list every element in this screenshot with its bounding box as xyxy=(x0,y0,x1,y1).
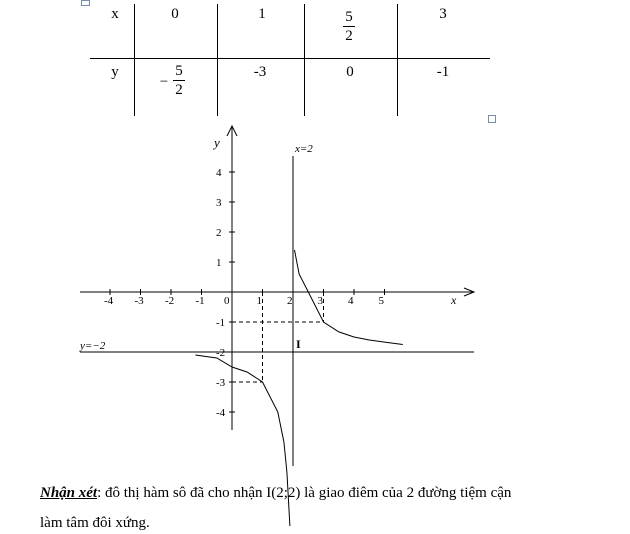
x-tick-label: -4 xyxy=(104,295,114,307)
x-tick-label: -2 xyxy=(165,295,175,307)
remark-text: : đô thị hàm sô đã cho nhận I(2;2) là giao điêm của 2 đường tiệm cận xyxy=(97,485,512,501)
horizontal-asymptote-label: y=−2 xyxy=(80,340,106,352)
fraction-denominator: 2 xyxy=(175,82,183,98)
x-tick-label: 0 xyxy=(224,295,230,307)
fraction-denominator: 2 xyxy=(345,28,353,44)
row-x-cell-2: 1 xyxy=(258,6,266,22)
x-tick-label: 1 xyxy=(256,295,262,307)
vertical-asymptote-label: x=2 xyxy=(295,143,313,155)
y-tick-label: 1 xyxy=(216,257,222,269)
y-tick-label: 3 xyxy=(216,197,222,209)
y-tick-label: 2 xyxy=(216,227,222,239)
x-tick-label: 3 xyxy=(317,295,323,307)
x-tick-label: 5 xyxy=(378,295,384,307)
y-tick-label: -4 xyxy=(216,407,226,419)
row-y-cell-4: -1 xyxy=(436,64,450,80)
y-tick-label: -1 xyxy=(216,317,226,329)
row-y-cell-2: -3 xyxy=(253,64,267,80)
x-tick-label: 4 xyxy=(348,295,354,307)
y-tick-label: 4 xyxy=(216,167,222,179)
y-tick-label: -2 xyxy=(216,347,226,359)
fraction-numerator: 5 xyxy=(345,9,353,25)
y-axis-label: y xyxy=(214,135,220,150)
row-x-label: x xyxy=(111,6,119,22)
row-x-cell-1: 0 xyxy=(171,6,179,22)
row-y-cell-1-sign: − xyxy=(159,74,169,90)
row-y-cell-3: 0 xyxy=(346,64,354,80)
remark-line-2: làm tâm đôi xứng. xyxy=(40,515,150,531)
fraction-numerator: 5 xyxy=(175,63,183,79)
x-tick-label: -1 xyxy=(195,295,205,307)
remark-line-1 xyxy=(40,483,511,503)
row-x-cell-4: 3 xyxy=(439,6,447,22)
row-y-label: y xyxy=(111,64,119,80)
x-axis-label: x xyxy=(451,293,457,307)
remark-heading: Nhận xét xyxy=(40,485,98,501)
x-tick-label: -3 xyxy=(134,295,144,307)
y-tick-label: -3 xyxy=(216,377,226,389)
x-tick-label: 2 xyxy=(287,295,293,307)
center-point-label: I xyxy=(296,337,301,351)
